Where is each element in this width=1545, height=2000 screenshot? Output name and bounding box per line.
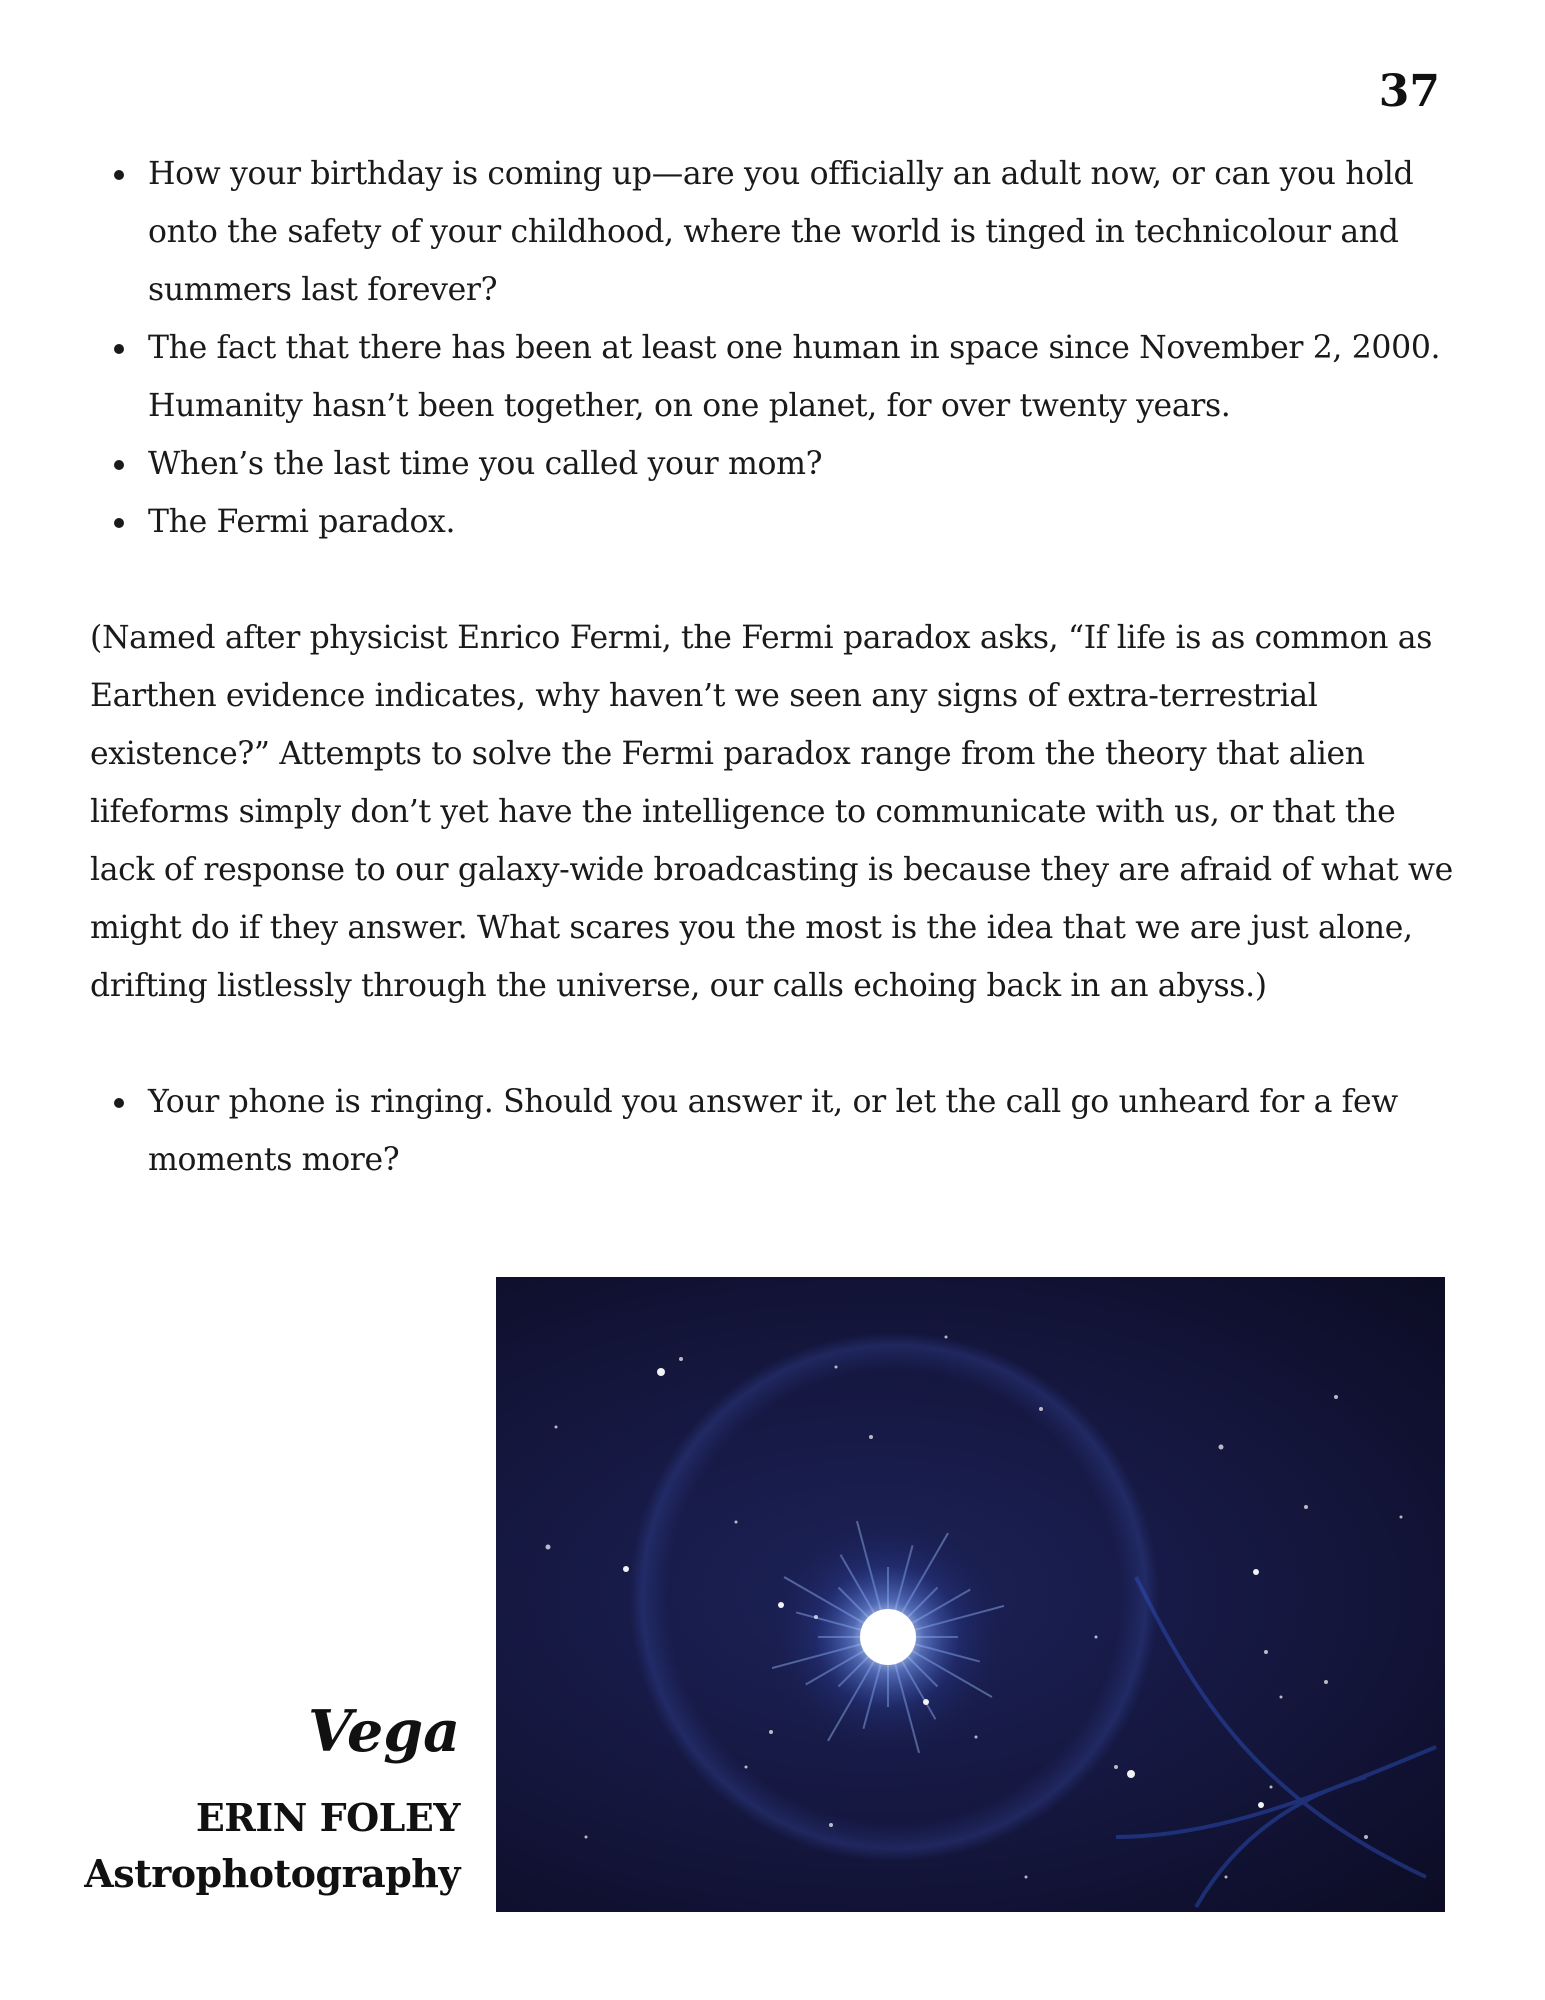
star	[1364, 1835, 1368, 1839]
star	[745, 1766, 748, 1769]
star	[679, 1357, 683, 1361]
list-item: How your birthday is coming up—are you officially an adult now, or can you hold onto the safety of your childhood, where the world is tinged in technicolour and summers last forever?	[90, 145, 1460, 319]
star	[1334, 1395, 1338, 1399]
star	[657, 1368, 665, 1376]
star	[623, 1566, 629, 1572]
star	[814, 1615, 818, 1619]
artwork-title: Vega	[307, 1698, 460, 1765]
star	[585, 1836, 588, 1839]
fermi-paragraph: (Named after physicist Enrico Fermi, the Fermi paradox asks, “If life is as common as Earthen evidence indicates, why haven’t we seen any signs of extra-terrestrial existence?” Attempts to solve the Fermi paradox range from the theory that alien lifeforms simply don’t yet have the intelligence to communicate with us, or that the lack of response to our galaxy-wide broadcasting is because they are afraid of what we might do if they answer. What scares you the most is the idea that we are just alone, drifting listlessly through the universe, our calls echoing back in an abyss.)	[90, 620, 1453, 1004]
vega-star-core	[860, 1609, 916, 1665]
star	[1025, 1876, 1028, 1879]
star	[1253, 1569, 1259, 1575]
star	[546, 1545, 551, 1550]
vega-star-photo	[496, 1277, 1445, 1912]
star	[869, 1435, 873, 1439]
star	[769, 1730, 773, 1734]
artwork-author: ERIN FOLEY	[195, 1795, 460, 1840]
star	[1324, 1680, 1328, 1684]
star	[1127, 1770, 1135, 1778]
star	[1114, 1765, 1118, 1769]
star	[975, 1736, 978, 1739]
star	[1258, 1802, 1264, 1808]
star	[1264, 1650, 1268, 1654]
star	[735, 1521, 738, 1524]
star	[1280, 1696, 1283, 1699]
page-body	[90, 145, 1460, 1189]
star	[829, 1823, 833, 1827]
artwork-credit: Astrophotography	[84, 1851, 460, 1896]
list-item: The Fermi paradox.	[90, 493, 1460, 551]
star-field-image	[496, 1277, 1445, 1912]
star	[1095, 1636, 1098, 1639]
list-item: The fact that there has been at least one human in space since November 2, 2000. Humanity hasn’t been together, on one planet, for over twenty years.	[90, 319, 1460, 435]
star	[1219, 1445, 1224, 1450]
star	[778, 1602, 784, 1608]
reflection-arcs	[1116, 1577, 1436, 1907]
bullet-list-bottom	[90, 1073, 1460, 1189]
star	[1270, 1786, 1273, 1789]
star	[923, 1699, 929, 1705]
star	[1400, 1516, 1403, 1519]
star	[1039, 1407, 1043, 1411]
page-number: 37	[1378, 66, 1440, 117]
list-item: Your phone is ringing. Should you answer it, or let the call go unheard for a few moments more?	[90, 1073, 1460, 1189]
star	[1225, 1876, 1228, 1879]
star	[835, 1366, 838, 1369]
list-item: When’s the last time you called your mom?	[90, 435, 1460, 493]
star	[555, 1426, 558, 1429]
star	[945, 1336, 948, 1339]
star	[1304, 1505, 1308, 1509]
bullet-list-top	[90, 145, 1460, 551]
